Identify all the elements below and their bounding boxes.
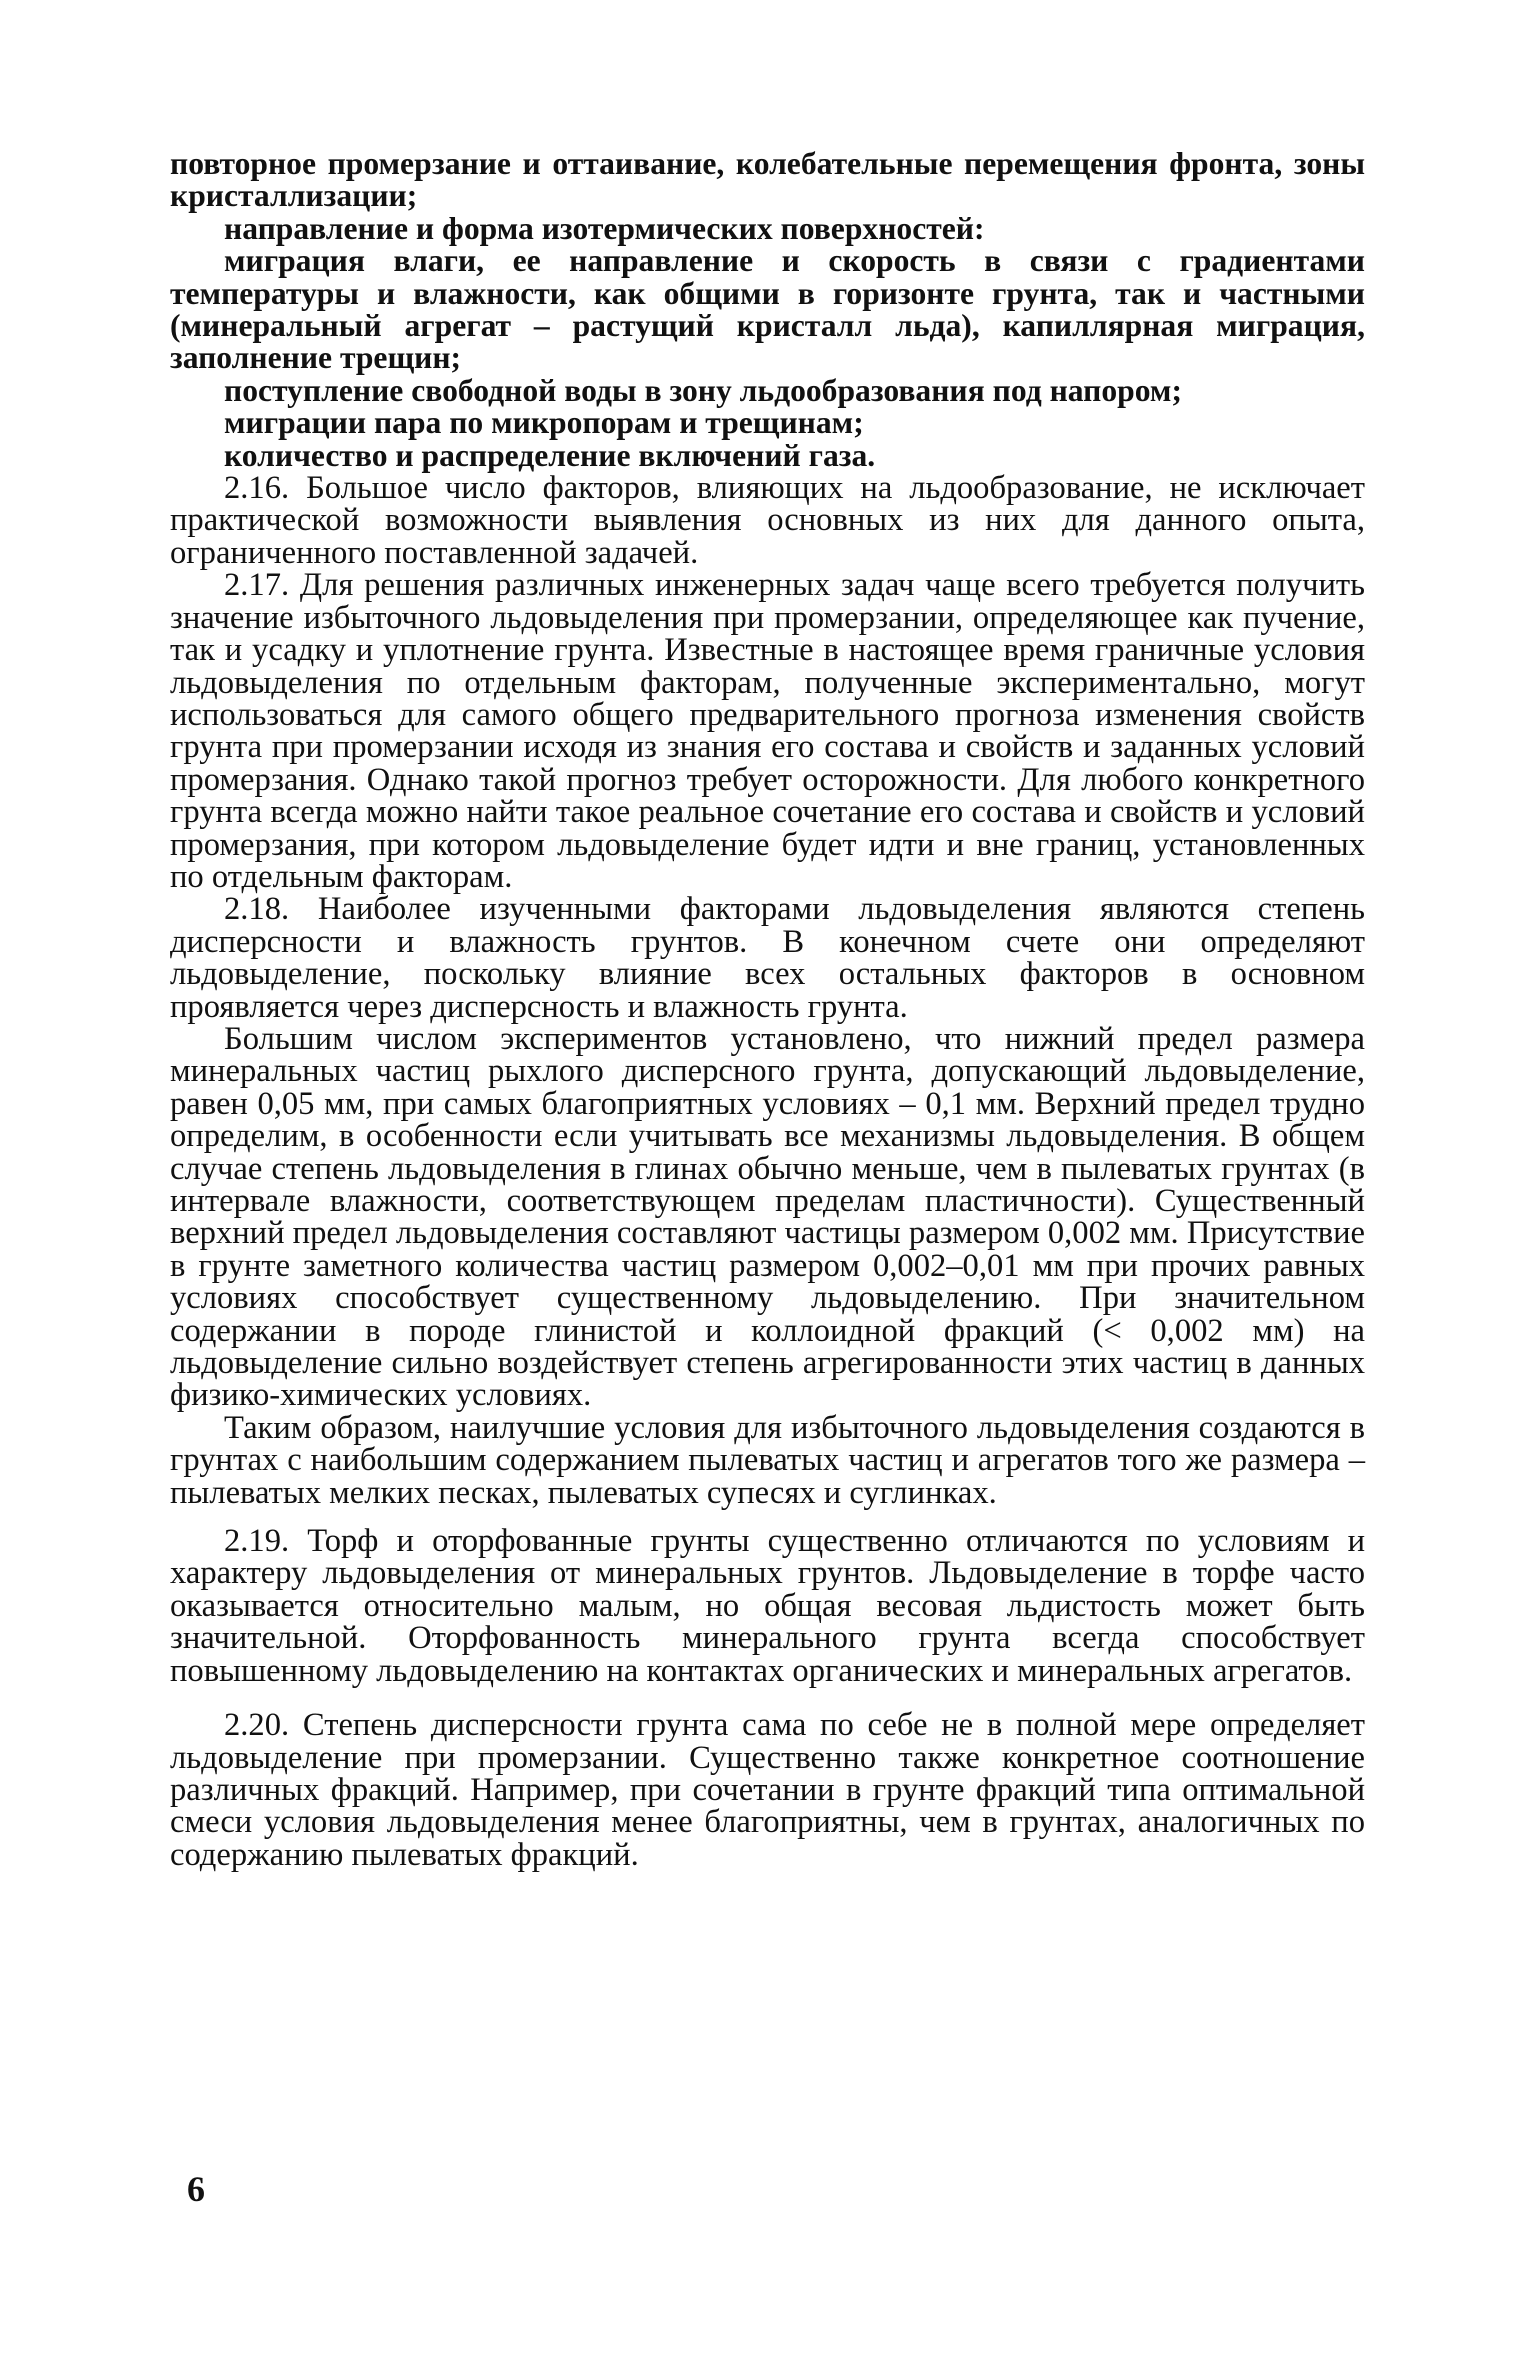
list-item-vapor-migration: миграции пара по микропорам и трещинам; [224, 405, 864, 441]
page-body [170, 148, 1365, 1871]
paragraph-2-16: 2.16. Большое число факторов, влияющих на льдообразование, не исключает практической возможности выявления основных из них для данного опыта, ограниченного поставленной задачей. [170, 470, 1365, 571]
paragraph-2-19: 2.19. Торф и оторфованные грунты существенно отличаются по условиям и характеру льдовыделения от минеральных грунтов. Льдовыделение в торфе часто оказывается относительно малым, но общая весовая льдистость может быть значительной. Оторфованность минерального грунта всегда способствует повышенному льдовыделению на контактах органических и минеральных агрегатов. [170, 1523, 1365, 1689]
list-item-gas-inclusions: количество и распределение включений газа. [224, 437, 876, 473]
paragraph-2-20: 2.20. Степень дисперсности грунта сама по себе не в полной мере определяет льдовыделение при промерзании. Существенно также конкретное соотношение различных фракций. Например, при сочетании в грунте фракций типа оптимальной смеси условия льдовыделения менее благоприятны, чем в грунтах, аналогичных по содержанию пылеватых фракций. [170, 1707, 1365, 1873]
paragraph-2-18: 2.18. Наиболее изученными факторами льдовыделения являются степень дисперсности и влажность грунтов. В конечном счете они определяют льдовыделение, поскольку влияние всех остальных факторов в основном проявляется через дисперсность и влажность грунта. [170, 891, 1365, 1025]
list-item-isotherm-surfaces: направление и форма изотермических поверхностей: [224, 210, 985, 246]
list-item-moisture-migration: миграция влаги, ее направление и скорость в связи с градиентами температуры и влажности, как общими в горизонте грунта, так и частными (минеральный агрегат – растущий кристалл льда), капиллярная миграция, заполнение трещин; [170, 243, 1365, 376]
paragraph-particle-size: Большим числом экспериментов установлено, что нижний предел размера минеральных частиц рыхлого дисперсного грунта, допускающий льдовыделение, равен 0,05 мм, при самых благоприятных условиях – 0,1 мм. Верхний предел трудно определим, в особенности если учитывать все механизмы льдовыделения. В общем случае степень льдовыделения в глинах обычно меньше, чем в пылеватых грунтах (в интервале влажности, соответствующем пределам пластичности). Существенный верхний предел льдовыделения составляют частицы размером 0,002 мм. Присутствие в грунте заметного количества частиц размером 0,002–0,01 мм при прочих равных условиях способствует существенному льдовыделению. При значительном содержании в породе глинистой и коллоидной фракций (< 0,002 мм) на льдовыделение сильно воздействует степень агрегированности этих частиц в данных физико-химических условиях. [170, 1020, 1366, 1414]
list-item-freeze-thaw: повторное промерзание и оттаивание, колебательные перемещения фронта, зоны кристаллизации; [170, 146, 1365, 214]
list-item-free-water: поступление свободной воды в зону льдообразования под напором; [224, 372, 1182, 408]
page-number: 6 [187, 2169, 205, 2209]
paragraph-2-17: 2.17. Для решения различных инженерных задач чаще всего требуется получить значение избыточного льдовыделения при промерзании, определяющее как пучение, так и усадку и уплотнение грунта. Известные в настоящее время граничные условия льдовыделения по отдельным факторам, полученные экспериментально, могут использоваться для самого общего предварительного прогноза изменения свойств грунта при промерзании исходя из знания его состава и свойств и заданных условий промерзания. Однако такой прогноз требует осторожности. Для любого конкретного грунта всегда можно найти такое реальное сочетание его состава и свойств и условий промерзания, при котором льдовыделение будет идти и вне границ, установленных по отдельным факторам. [170, 567, 1365, 895]
paragraph-conclusion: Таким образом, наилучшие условия для избыточного льдовыделения создаются в грунтах с наибольшим содержанием пылеватых частиц и агрегатов того же размера – пылеватых мелких песках, пылеватых супесях и суглинках. [170, 1409, 1365, 1511]
